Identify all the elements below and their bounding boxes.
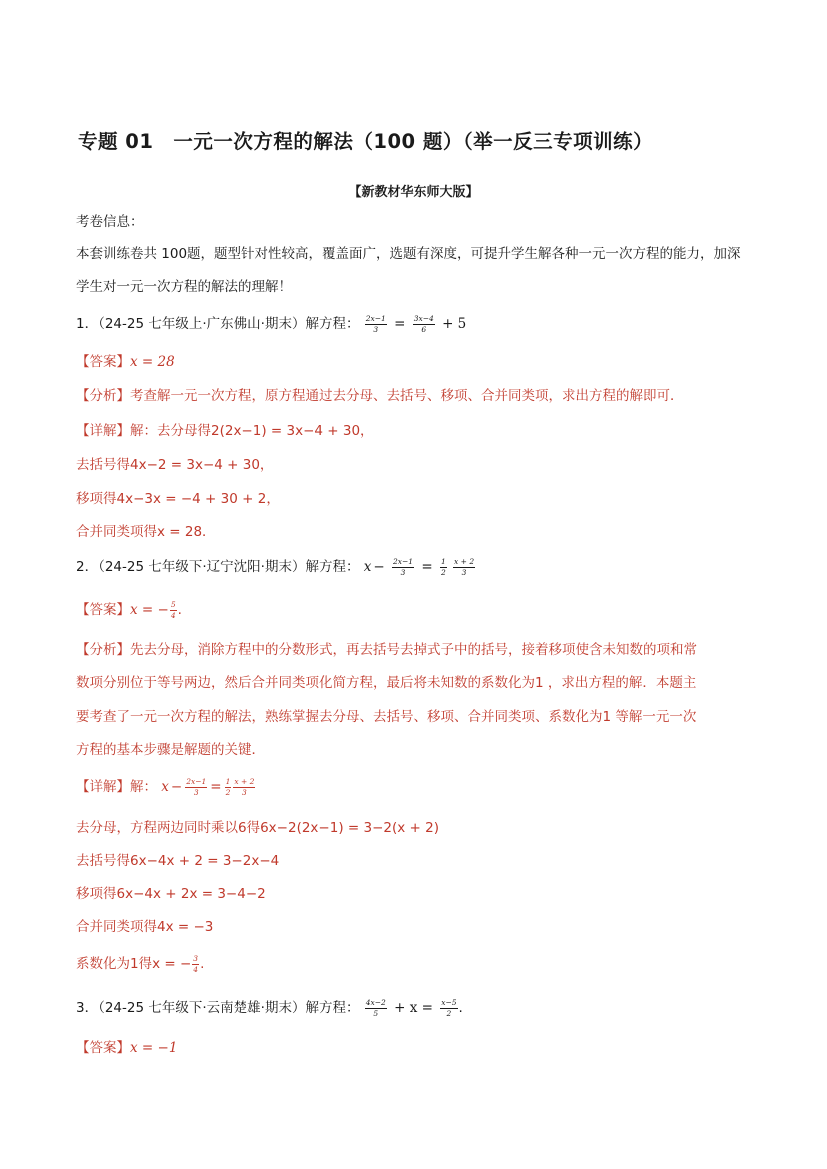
- q1-equals: =: [394, 316, 406, 332]
- q2-detail: [76, 775, 256, 796]
- q2-detail-step-2: 去括号得6x−4x + 2 = 3−2x−4: [76, 853, 280, 869]
- q1-answer-value: x = 28: [130, 354, 175, 370]
- question-3-prefix: 3．（24-25 七年级下·云南楚雄·期末）解方程：: [76, 1000, 360, 1016]
- q3-answer-value: x = −1: [130, 1040, 178, 1056]
- q1-fraction-1: $\frac{2x-1}{3}$: [365, 314, 386, 334]
- question-2: [76, 555, 476, 576]
- q1-fraction-2: $\frac{3x-4}{6}$: [413, 314, 434, 334]
- q2-fraction-3: $\frac{x + 2}{3}$: [454, 557, 475, 577]
- answer-label: 【答案】: [76, 354, 130, 370]
- q2-step5-lead: 系数化为1得x = −: [76, 956, 192, 972]
- page-title: 专题 01 一元一次方程的解法（100 题）（举一反三专项训练）: [78, 130, 654, 153]
- question-1: [76, 312, 468, 333]
- answer-label: 【答案】: [76, 602, 130, 618]
- q2-detail-equation: x − $\frac{2x-1}{3}$ = $\frac{1}{2}$ $\frac{x + 2}{3}$: [161, 777, 255, 797]
- q2-fraction-1: $\frac{2x-1}{3}$: [392, 557, 414, 577]
- q2-x: x: [363, 559, 372, 575]
- q2-step5-fraction: $\frac{3}{4}$: [193, 954, 199, 974]
- intro-line-2: 学生对一元一次方程的解法的理解！: [76, 279, 292, 295]
- detail-label: 【详解】: [76, 423, 130, 439]
- q2-detail-lead: 解：: [130, 779, 157, 795]
- answer-label: 【答案】: [76, 1040, 130, 1056]
- q2-answer-lead: x = −: [130, 602, 169, 618]
- q2-analysis-line-2: 数项分别位于等号两边，然后合并同类项化简方程，最后将未知数的系数化为1 ，求出方程的解．本题主: [76, 675, 697, 691]
- detail-label: 【详解】: [76, 779, 130, 795]
- q2-answer-end: .: [177, 602, 182, 618]
- q2-analysis-line-4: 方程的基本步骤是解题的关键．: [76, 742, 265, 758]
- q2-detail-step-3: 移项得6x−4x + 2x = 3−4−2: [76, 886, 266, 902]
- q2-detail-step-5: [76, 952, 204, 973]
- q2-detail-step-1: 去分母，方程两边同时乘以6得6x−2(2x−1) = 3−2(x + 2): [76, 820, 439, 836]
- q2-detail-step-4: 合并同类项得4x = −3: [76, 919, 214, 935]
- q1-tail: + 5: [442, 316, 467, 332]
- q1-analysis-text: 考查解一元一次方程，原方程通过去分母、去括号、移项、合并同类项，求出方程的解即可．: [130, 388, 684, 404]
- q1-detail-step-1: 解：去分母得2(2x−1) = 3x−4 + 30，: [130, 423, 374, 439]
- question-2-prefix: 2．（24-25 七年级下·辽宁沈阳·期末）解方程：: [76, 559, 360, 575]
- q2-fraction-2: $\frac{1}{2}$: [440, 557, 446, 577]
- q2-equals: =: [421, 559, 433, 575]
- info-label: 考卷信息：: [76, 214, 144, 230]
- q1-detail-step-3: 移项得4x−3x = −4 + 30 + 2，: [76, 491, 280, 507]
- q3-fraction-1: $\frac{4x-2}{5}$: [365, 998, 386, 1018]
- q1-detail-step-4: 合并同类项得x = 28．: [76, 524, 216, 540]
- q3-answer: [76, 1036, 177, 1056]
- intro-line-1: 本套训练卷共 100题，题型针对性较高，覆盖面广，选题有深度，可提升学生解各种一元一次方程的能力，加深: [76, 246, 741, 262]
- q2-answer: [76, 598, 182, 619]
- q2-step5-end: .: [200, 956, 205, 972]
- analysis-label: 【分析】: [76, 642, 130, 658]
- q3-end: .: [458, 1000, 463, 1016]
- question-3: [76, 996, 463, 1017]
- q1-analysis: [76, 384, 684, 404]
- q2-analysis: [76, 638, 697, 658]
- q1-detail-step-2: 去括号得4x−2 = 3x−4 + 30，: [76, 457, 274, 473]
- q3-fraction-2: $\frac{x-5}{2}$: [441, 998, 457, 1018]
- q2-minus: −: [373, 559, 385, 575]
- q1-answer: [76, 350, 175, 370]
- q1-detail: [76, 419, 374, 439]
- q2-analysis-line-3: 要考查了一元一次方程的解法，熟练掌握去分母、去括号、移项、合并同类项、系数化为1 等解一元一次: [76, 709, 697, 725]
- q2-analysis-line-1: 先去分母，消除方程中的分数形式，再去括号去掉式子中的括号，接着移项使含未知数的项和常: [130, 642, 697, 658]
- question-1-prefix: 1．（24-25 七年级上·广东佛山·期末）解方程：: [76, 316, 360, 332]
- q3-plus: + x =: [394, 1000, 433, 1016]
- edition-subtitle: 【新教材华东师大版】: [348, 185, 479, 200]
- analysis-label: 【分析】: [76, 388, 130, 404]
- q2-answer-fraction: $\frac{5}{4}$: [170, 600, 176, 620]
